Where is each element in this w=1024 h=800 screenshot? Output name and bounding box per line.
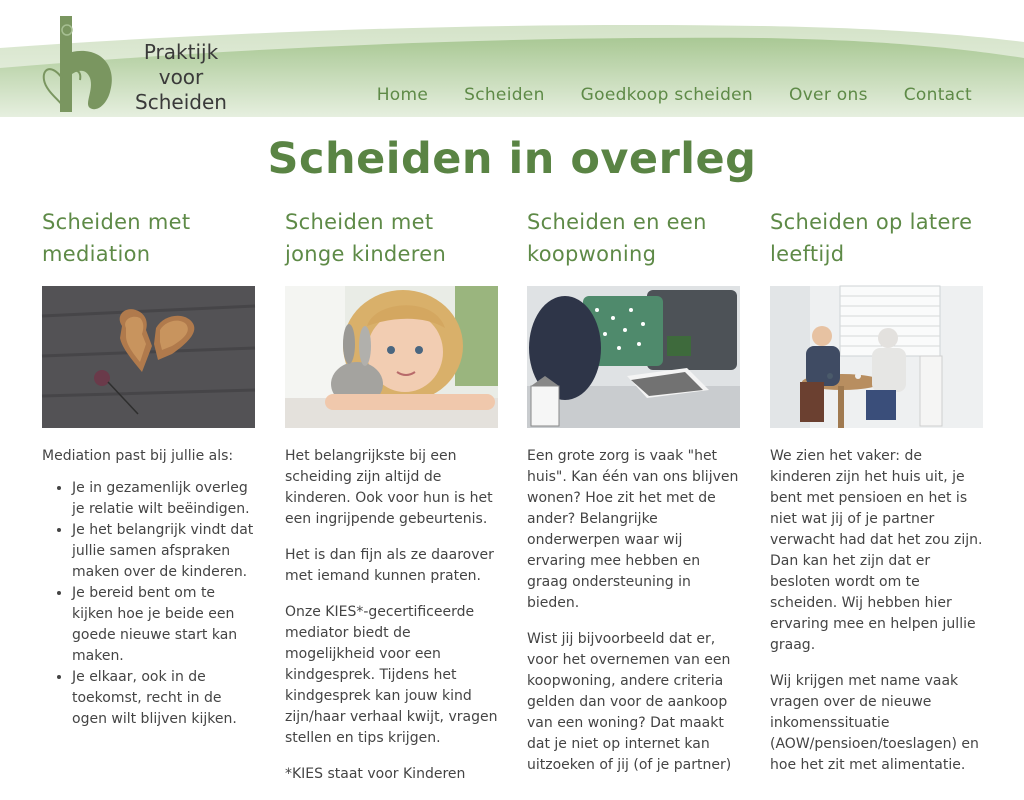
column-title xyxy=(527,206,740,286)
nav-goedkoop-scheiden[interactable]: Goedkoop scheiden xyxy=(580,85,754,105)
column-title xyxy=(42,206,255,286)
nav-contact[interactable]: Contact xyxy=(903,85,972,105)
nav-home[interactable]: Home xyxy=(376,85,429,105)
column-mediation xyxy=(42,206,255,730)
title-line-2: mediation xyxy=(42,242,151,266)
logo[interactable] xyxy=(40,12,240,118)
mediation-criteria-list xyxy=(72,478,255,730)
column-koopwoning xyxy=(527,206,740,791)
list-item: • Je elkaar, ook in de toekomst, recht in de ogen wilt blijven kijken. xyxy=(72,667,255,730)
list-item: • Je het belangrijk vindt dat jullie samen afspraken maken over de kinderen. xyxy=(72,520,255,583)
main-nav xyxy=(377,85,972,105)
list-item: • Je bereid bent om te kijken hoe je beide een goede nieuwe start kan maken. xyxy=(72,583,255,667)
list-item: • Je in gezamenlijk overleg je relatie wilt beëindigen. xyxy=(72,478,255,520)
site-header xyxy=(0,0,1024,117)
title-line-1: Scheiden met xyxy=(285,210,434,234)
paragraph: Een grote zorg is vaak "het huis". Kan één van ons blijven wonen? Hoe zit het met de ander? Belangrijke onderwerpen waar wij ervaring mee hebben en graag ondersteuning in bieden. xyxy=(527,448,739,611)
title-line-2: koopwoning xyxy=(527,242,657,266)
paragraph: Wist jij bijvoorbeeld dat er, voor het overnemen van een koopwoning, andere criteria gelden dan voor de aankoop van een woning? Dat maakt dat je niet op internet kan uitzoeken of jij (of je partner) xyxy=(527,631,732,773)
broken-heart-bread-photo xyxy=(42,286,255,428)
title-line-2: jonge kinderen xyxy=(285,242,447,266)
column-jonge-kinderen xyxy=(285,206,498,800)
paragraph: *KIES staat voor Kinderen xyxy=(285,766,466,782)
living-room-pillows-photo xyxy=(527,286,740,428)
title-line-2: leeftijd xyxy=(770,242,845,266)
logo-line-1: Praktijk xyxy=(143,40,219,64)
elderly-couple-table-photo xyxy=(770,286,983,428)
nav-scheiden[interactable]: Scheiden xyxy=(464,85,545,105)
logo-text xyxy=(126,40,236,115)
paragraph: Onze KIES*-gecertificeerde mediator biedt de mogelijkheid voor een kindgesprek. Tijdens het kindgesprek kan jouw kind zijn/haar verhaal kwijt, vragen stellen en tips krijgen. xyxy=(285,604,498,746)
logo-line-2: voor xyxy=(158,65,204,89)
paragraph: Wij krijgen met name vaak vragen over de nieuwe inkomenssituatie (AOW/pensioen/toeslagen) en hoe het zit met alimentatie. xyxy=(770,673,979,773)
logo-heart-figure-icon xyxy=(40,12,120,116)
column-title xyxy=(285,206,498,286)
nav-over-ons[interactable]: Over ons xyxy=(789,85,868,105)
column-intro: Mediation past bij jullie als: xyxy=(42,448,234,464)
page-title: Scheiden in overleg xyxy=(267,134,757,184)
paragraph: Het is dan fijn als ze daarover met iemand kunnen praten. xyxy=(285,547,494,584)
logo-line-3: Scheiden xyxy=(135,90,227,114)
column-title xyxy=(770,206,983,286)
title-line-1: Scheiden op latere xyxy=(770,210,973,234)
title-line-1: Scheiden met xyxy=(42,210,191,234)
paragraph: Het belangrijkste bij een scheiding zijn altijd de kinderen. Ook voor hun is het een ingrijpende gebeurtenis. xyxy=(285,448,493,527)
title-line-1: Scheiden en een xyxy=(527,210,707,234)
paragraph: We zien het vaker: de kinderen zijn het huis uit, je bent met pensioen en het is niet wat jij of je partner verwacht had dat het zou zijn. Dan kan het zijn dat er besloten wordt om te scheiden. Wij hebben hier ervaring mee en helpen jullie graag. xyxy=(770,448,983,653)
column-latere-leeftijd xyxy=(770,206,983,791)
girl-with-rabbit-photo xyxy=(285,286,498,428)
